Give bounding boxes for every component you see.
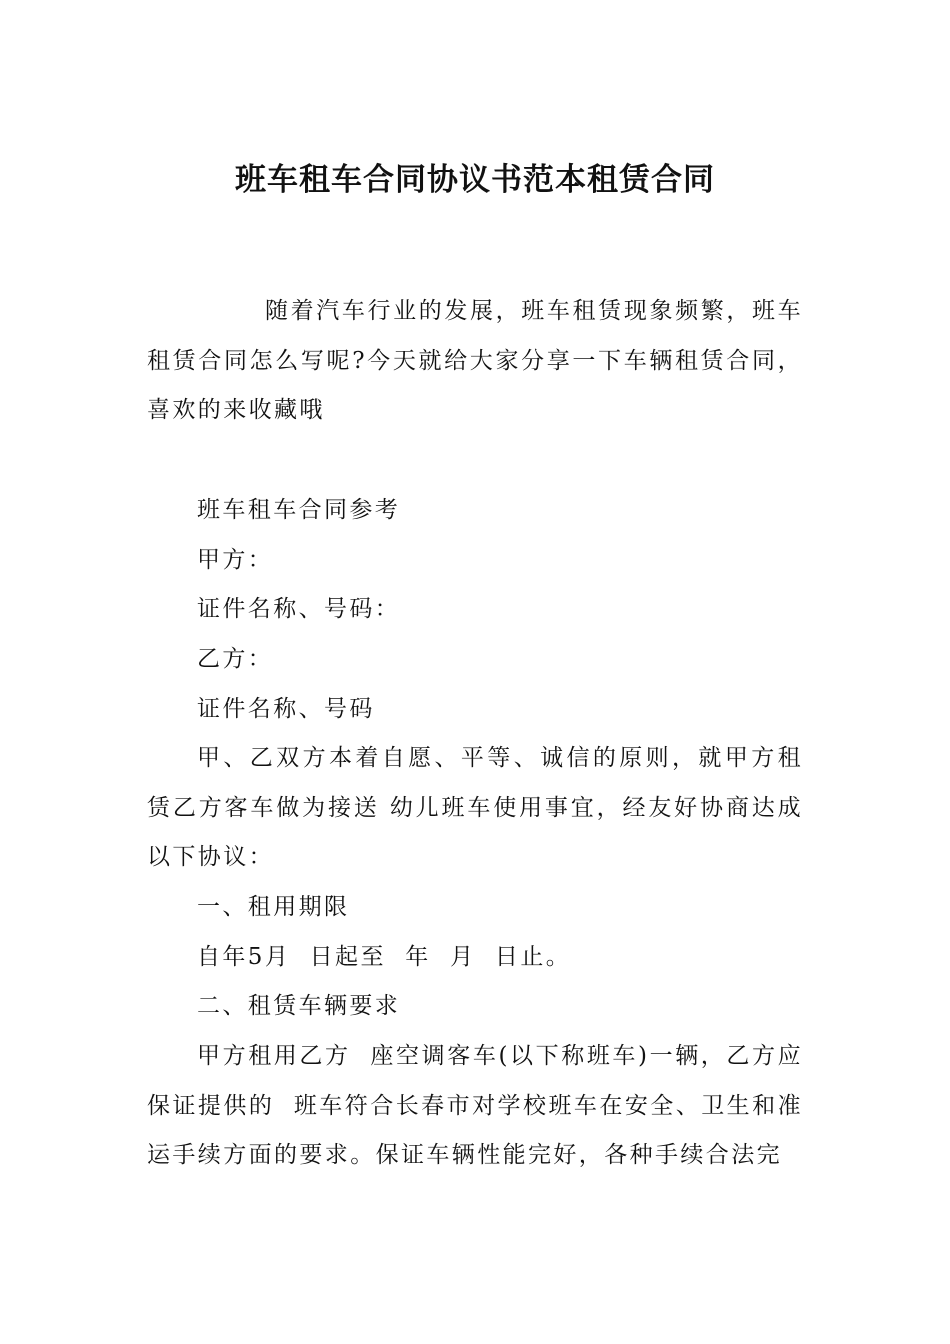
agreement-preamble: 甲、乙双方本着自愿、平等、诚信的原则，就甲方租赁乙方客车做为接送 幼儿班车使用事宜，经友好协商达成以下协议：	[147, 745, 803, 871]
clause-term-text: 自年5月 日起至 年 月 日止。	[197, 944, 572, 970]
document-title: 班车租车合同协议书范本租赁合同	[235, 162, 715, 198]
party-a-label: 甲方：	[197, 547, 274, 573]
party-b-id-label: 证件名称、号码	[197, 696, 375, 722]
section-heading-reference: 班车租车合同参考	[197, 497, 401, 523]
clause-heading-vehicle: 二、租赁车辆要求	[197, 993, 401, 1019]
clause-heading-term: 一、租用期限	[197, 894, 350, 920]
party-b-label: 乙方：	[197, 646, 274, 672]
intro-paragraph: 随着汽车行业的发展，班车租赁现象频繁，班车租赁合同怎么写呢?今天就给大家分享一下车辆租赁合同，喜欢的来收藏哦	[147, 298, 803, 424]
party-a-id-label: 证件名称、号码：	[197, 596, 401, 622]
clause-vehicle-text: 甲方租用乙方 座空调客车(以下称班车)一辆，乙方应保证提供的 班车符合长春市对学校班车在安全、卫生和准运手续方面的要求。保证车辆性能完好，各种手续合法完	[147, 1043, 803, 1169]
